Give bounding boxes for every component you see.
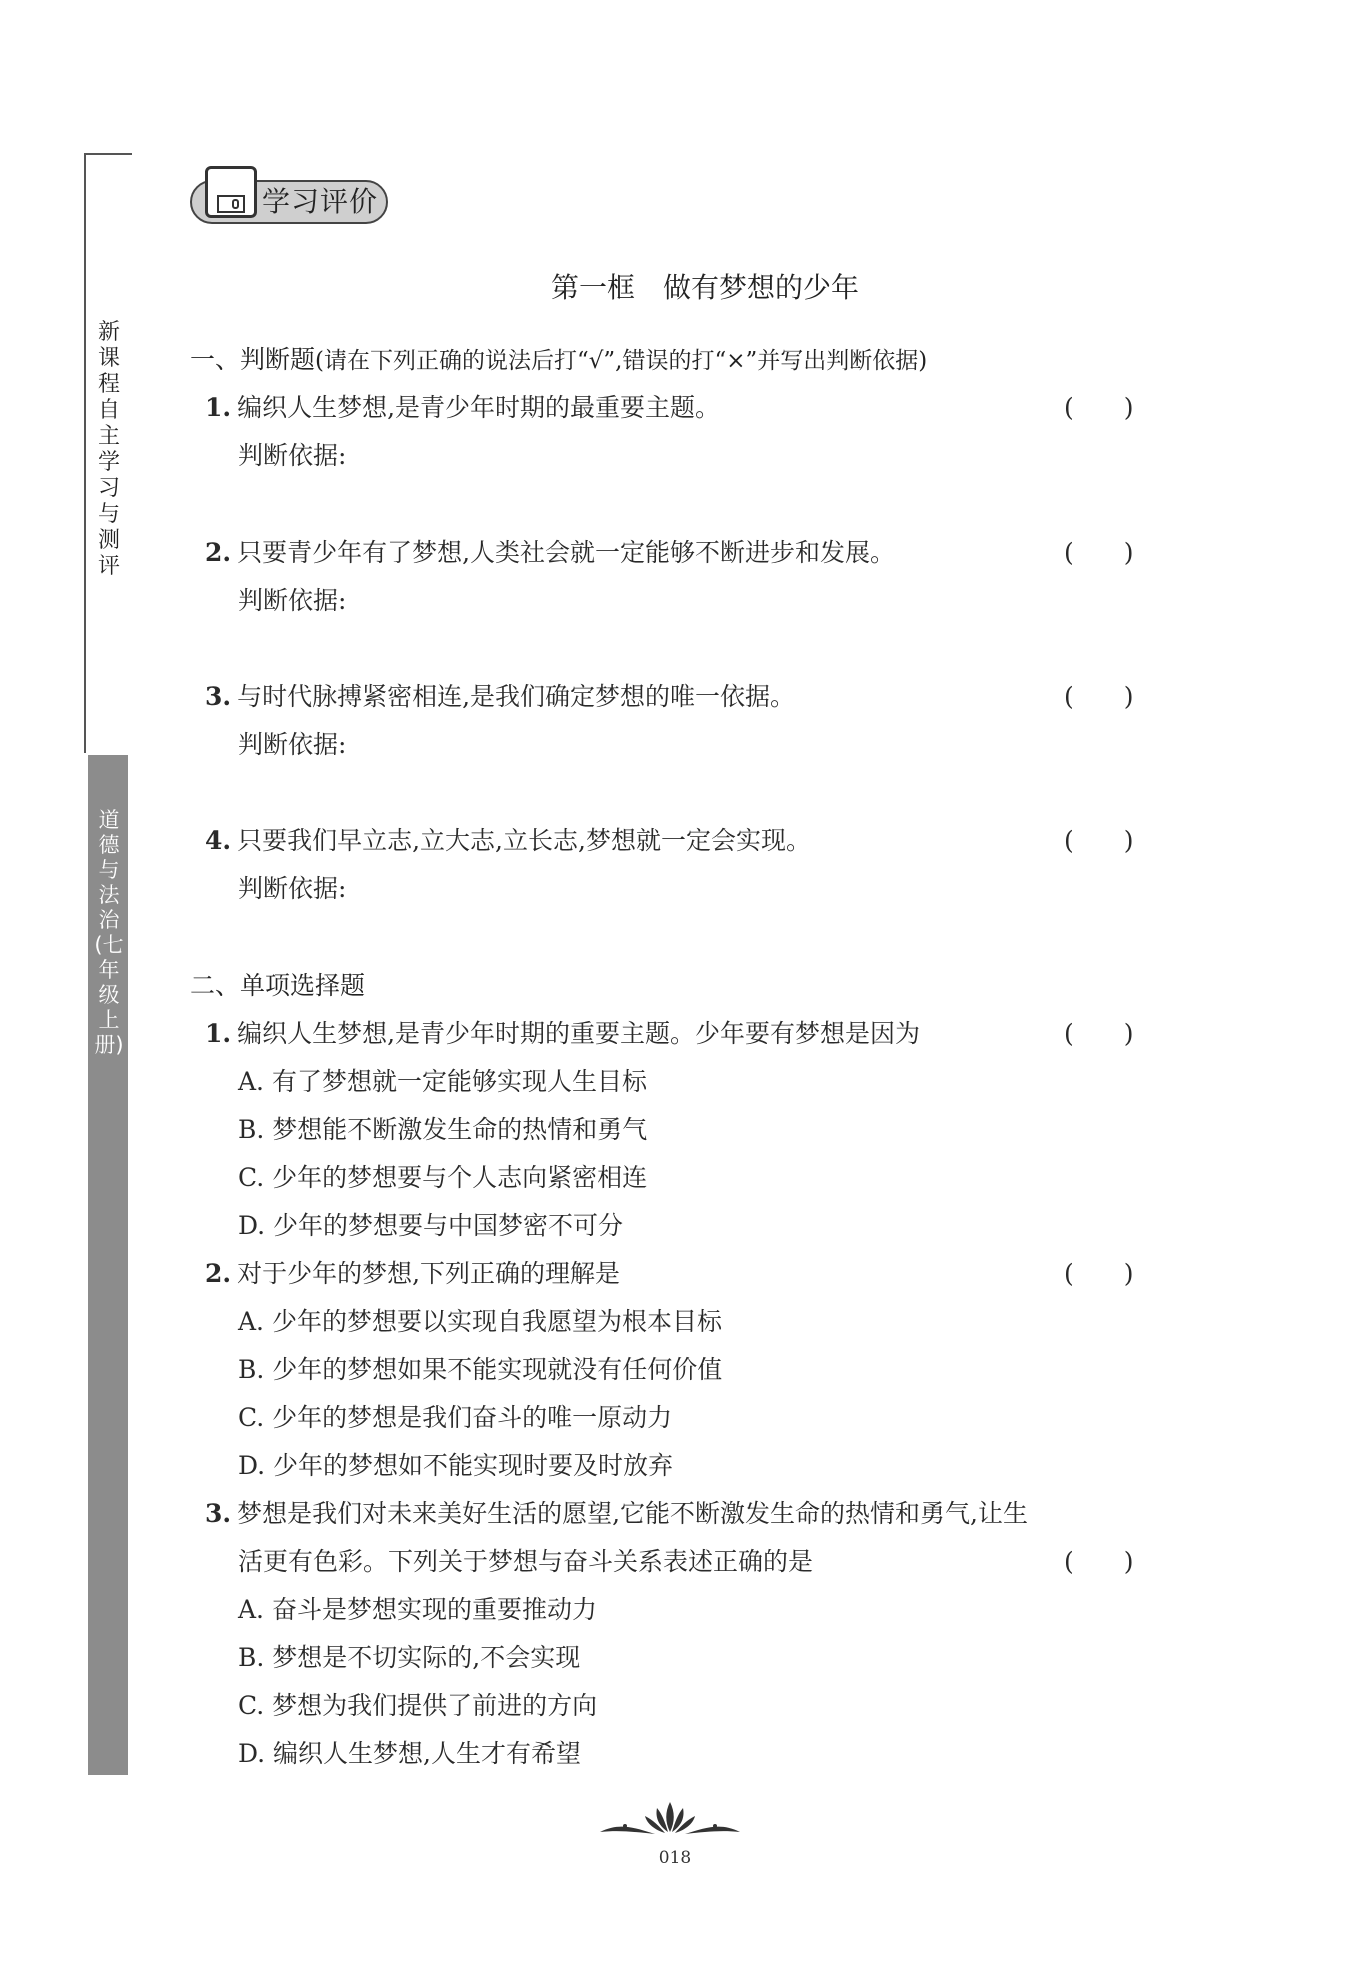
option-d: D. 少年的梦想如不能实现时要及时放弃 <box>238 1451 674 1480</box>
sidebar-subject-label: 道德与法治(七年级上册) <box>94 808 124 1057</box>
option-c: C. 少年的梦想是我们奋斗的唯一原动力 <box>238 1403 673 1432</box>
tf-question-3: 3. 与时代脉搏紧密相连,是我们确定梦想的唯一依据。 <box>205 682 796 711</box>
answer-paren[interactable]: ( ) <box>1064 1547 1134 1576</box>
mc-question-3-continued: 活更有色彩。下列关于梦想与奋斗关系表述正确的是 <box>238 1547 814 1576</box>
option-b: B. 梦想是不切实际的,不会实现 <box>238 1643 581 1672</box>
option-b: B. 少年的梦想如果不能实现就没有任何价值 <box>238 1355 723 1384</box>
disk-shutter <box>232 199 239 209</box>
mc-question-1: 1. 编织人生梦想,是青少年时期的重要主题。少年要有梦想是因为 <box>205 1019 921 1048</box>
basis-label: 判断依据: <box>238 441 347 470</box>
disk-slot <box>217 195 245 213</box>
option-d: D. 少年的梦想要与中国梦密不可分 <box>238 1211 624 1240</box>
mc-question-2: 2. 对于少年的梦想,下列正确的理解是 <box>205 1259 621 1288</box>
page-title: 第一框 做有梦想的少年 <box>550 271 859 304</box>
section1-heading-text: 一、判断题 <box>190 345 316 374</box>
basis-label: 判断依据: <box>238 586 347 615</box>
footer-ornament-icon <box>595 1798 745 1838</box>
answer-paren[interactable]: ( ) <box>1064 1259 1134 1288</box>
option-a: A. 有了梦想就一定能够实现人生目标 <box>238 1067 647 1096</box>
sidebar-book-title: 新课程自主学习与测评 <box>97 320 120 579</box>
section1-heading <box>190 342 927 379</box>
option-c: C. 少年的梦想要与个人志向紧密相连 <box>238 1163 648 1192</box>
basis-label: 判断依据: <box>238 730 347 759</box>
badge-label: 学习评价 <box>262 185 379 218</box>
sidebar-rule <box>84 153 86 753</box>
section1-instructions: (请在下列正确的说法后打“√”,错误的打“×”并写出判断依据) <box>315 348 928 374</box>
sidebar-top-tick <box>84 153 132 155</box>
floppy-disk-icon <box>205 166 257 218</box>
option-b: B. 梦想能不断激发生命的热情和勇气 <box>238 1115 648 1144</box>
option-d: D. 编织人生梦想,人生才有希望 <box>238 1739 581 1768</box>
tf-question-1: 1. 编织人生梦想,是青少年时期的最重要主题。 <box>205 393 721 422</box>
answer-paren[interactable]: ( ) <box>1064 826 1134 855</box>
tf-question-2: 2. 只要青少年有了梦想,人类社会就一定能够不断进步和发展。 <box>205 538 896 567</box>
page-number: 018 <box>658 1848 692 1868</box>
answer-paren[interactable]: ( ) <box>1064 538 1134 567</box>
option-a: A. 奋斗是梦想实现的重要推动力 <box>238 1595 597 1624</box>
answer-paren[interactable]: ( ) <box>1064 682 1134 711</box>
tf-question-4: 4. 只要我们早立志,立大志,立长志,梦想就一定会实现。 <box>205 826 811 855</box>
mc-question-3: 3. 梦想是我们对未来美好生活的愿望,它能不断激发生命的热情和勇气,让生 <box>205 1499 1029 1528</box>
answer-paren[interactable]: ( ) <box>1064 393 1134 422</box>
option-a: A. 少年的梦想要以实现自我愿望为根本目标 <box>238 1307 722 1336</box>
basis-label: 判断依据: <box>238 874 347 903</box>
section2-heading: 二、单项选择题 <box>190 971 366 1000</box>
answer-paren[interactable]: ( ) <box>1064 1019 1134 1048</box>
option-c: C. 梦想为我们提供了前进的方向 <box>238 1691 598 1720</box>
